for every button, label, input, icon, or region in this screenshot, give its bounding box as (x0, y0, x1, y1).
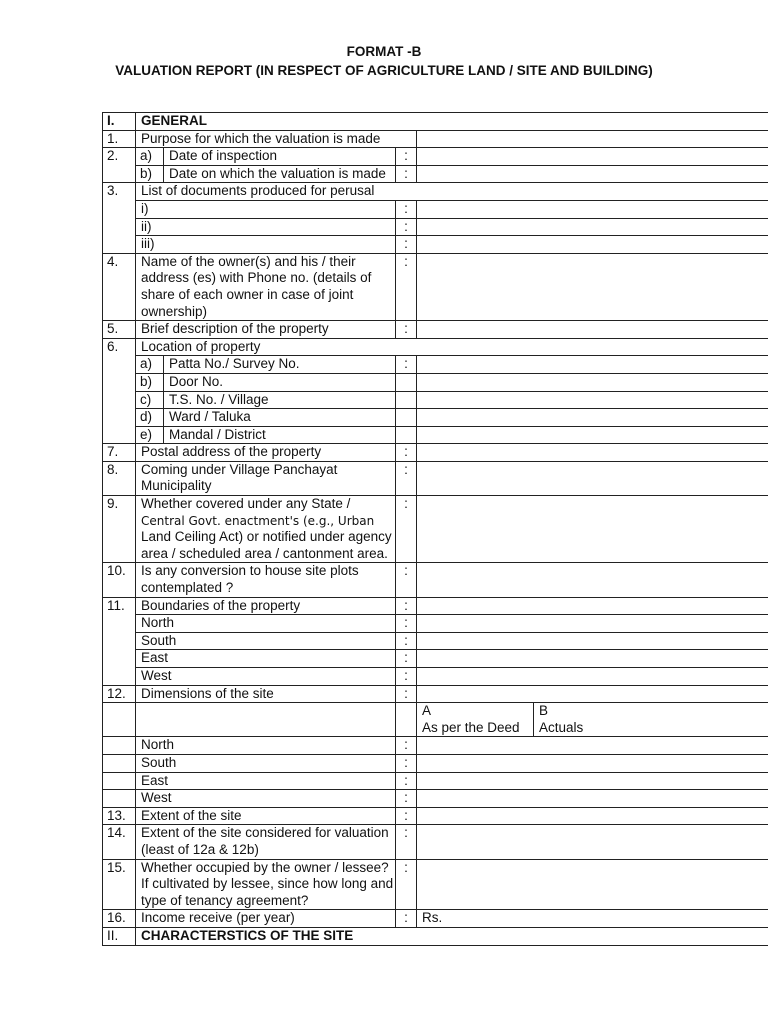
table-row (103, 218, 768, 236)
table-row (103, 597, 768, 615)
table-row (103, 685, 768, 703)
value-cell-description[interactable] (417, 321, 768, 339)
table-row (103, 444, 768, 462)
table-row (103, 373, 768, 391)
report-title: VALUATION REPORT (IN RESPECT OF AGRICULTURE LAND / SITE AND BUILDING) (115, 63, 653, 78)
empty-cell (136, 703, 396, 737)
empty-cell (103, 650, 136, 668)
table-row (103, 183, 768, 201)
item-label: Whether occupied by the owner / lessee? If cultivated by lessee, since how long and type of tenancy agreement? (136, 859, 396, 910)
colon: : (396, 772, 417, 790)
sub-letter: b) (136, 373, 164, 391)
colon-empty (396, 426, 417, 444)
item-number: 9. (103, 496, 136, 563)
empty-cell (103, 737, 136, 755)
sub-letter: a) (136, 148, 164, 166)
table-row (103, 650, 768, 668)
item-number: 3. (103, 183, 136, 253)
item-label: Ward / Taluka (164, 409, 396, 427)
item-label: Income receive (per year) (136, 910, 396, 928)
item-number: 1. (103, 130, 136, 148)
value-cell-conversion[interactable] (417, 563, 768, 597)
value-cell-postal[interactable] (417, 444, 768, 462)
table-row (103, 737, 768, 755)
sub-item-label: East (136, 650, 396, 668)
colon: : (396, 218, 417, 236)
value-cell-ward[interactable] (417, 409, 768, 427)
colon: : (396, 650, 417, 668)
item-number: 10. (103, 563, 136, 597)
value-cell-boundaries[interactable] (417, 597, 768, 615)
value-cell-north[interactable] (417, 615, 768, 633)
value-cell-dim-south[interactable] (417, 754, 768, 772)
sub-letter: c) (136, 391, 164, 409)
sub-letter: e) (136, 426, 164, 444)
item-number: 15. (103, 859, 136, 910)
colon: : (396, 563, 417, 597)
column-a-label: As per the Deed (417, 720, 534, 737)
value-cell-east[interactable] (417, 650, 768, 668)
section-heading: CHARACTERSTICS OF THE SITE (136, 927, 768, 945)
item-label: Dimensions of the site (136, 685, 396, 703)
section-number: I. (103, 113, 136, 131)
item-label-line: Central Govt. enactment's (e.g., Urban (141, 513, 375, 528)
colon: : (396, 597, 417, 615)
table-row (103, 563, 768, 597)
colon: : (396, 236, 417, 254)
table-row (103, 165, 768, 183)
item-number: 6. (103, 338, 136, 444)
colon: : (396, 496, 417, 563)
item-number: 4. (103, 253, 136, 320)
item-label: Extent of the site (136, 807, 396, 825)
column-b-header: B (534, 703, 768, 720)
sub-letter: d) (136, 409, 164, 427)
colon: : (396, 790, 417, 808)
table-row (103, 910, 768, 928)
value-cell-dim-north[interactable] (417, 737, 768, 755)
sub-item-label: West (136, 668, 396, 686)
table-row (103, 772, 768, 790)
table-row (103, 426, 768, 444)
item-label-line: Land Ceiling Act) or notified under agency area / scheduled area / cantonment area. (141, 529, 392, 561)
item-label: Postal address of the property (136, 444, 396, 462)
value-cell-dim-east[interactable] (417, 772, 768, 790)
colon: : (396, 685, 417, 703)
empty-cell (103, 772, 136, 790)
colon: : (396, 668, 417, 686)
table-row (103, 825, 768, 859)
sub-item-label: West (136, 790, 396, 808)
item-label-line: Whether covered under any State / (141, 496, 351, 512)
item-number: 13. (103, 807, 136, 825)
colon: : (396, 859, 417, 910)
sub-item-label: North (136, 737, 396, 755)
item-label: Location of property (136, 338, 768, 356)
sub-item-label: North (136, 615, 396, 633)
item-label: Is any conversion to house site plots contemplated ? (136, 563, 396, 597)
empty-cell (103, 668, 136, 686)
item-number: 14. (103, 825, 136, 859)
item-label: Date on which the valuation is made (164, 165, 396, 183)
valuation-form-table (102, 112, 768, 946)
table-row (103, 130, 768, 148)
empty-cell (103, 632, 136, 650)
colon: : (396, 632, 417, 650)
colon: : (396, 807, 417, 825)
sub-letter: a) (136, 356, 164, 374)
value-cell-south[interactable] (417, 632, 768, 650)
table-row (103, 703, 768, 720)
item-number: 16. (103, 910, 136, 928)
section-general-row (103, 113, 768, 131)
value-cell-purpose[interactable] (417, 130, 768, 148)
table-row (103, 632, 768, 650)
table-row (103, 321, 768, 339)
sub-item-label: South (136, 754, 396, 772)
empty-cell (103, 703, 136, 737)
empty-cell (103, 790, 136, 808)
value-cell-date-inspection[interactable] (417, 148, 768, 166)
sub-letter: b) (136, 165, 164, 183)
empty-cell (103, 754, 136, 772)
value-cell-document-2[interactable] (417, 218, 768, 236)
sub-item-label: South (136, 632, 396, 650)
item-label: Extent of the site considered for valuation (least of 12a & 12b) (136, 825, 396, 859)
value-cell-panchayat[interactable] (417, 461, 768, 495)
sub-item-label: East (136, 772, 396, 790)
sub-item-label: iii) (136, 236, 396, 254)
item-label: List of documents produced for perusal (136, 183, 768, 201)
colon: : (396, 321, 417, 339)
value-cell-owner[interactable] (417, 253, 768, 320)
item-number: 2. (103, 148, 136, 183)
table-row (103, 236, 768, 254)
section-site-row (103, 927, 768, 945)
colon: : (396, 754, 417, 772)
value-cell-income[interactable]: Rs. (417, 910, 768, 928)
table-row (103, 391, 768, 409)
table-row (103, 859, 768, 910)
colon: : (396, 615, 417, 633)
colon-empty (396, 391, 417, 409)
sub-item-label: i) (136, 200, 396, 218)
table-row (103, 148, 768, 166)
item-number: 11. (103, 597, 136, 615)
item-label: Boundaries of the property (136, 597, 396, 615)
item-label: Name of the owner(s) and his / their address (es) with Phone no. (details of share of each owner in case of joint ownership) (136, 253, 396, 320)
colon: : (396, 253, 417, 320)
value-cell-enactment[interactable] (417, 496, 768, 563)
value-cell-ts-village[interactable] (417, 391, 768, 409)
section-heading: GENERAL (136, 113, 768, 131)
colon-empty (396, 373, 417, 391)
table-row (103, 790, 768, 808)
column-b-label: Actuals (534, 720, 768, 737)
item-label: Patta No./ Survey No. (164, 356, 396, 374)
colon: : (396, 444, 417, 462)
value-cell-dim-west[interactable] (417, 790, 768, 808)
column-a-header: A (417, 703, 534, 720)
table-row (103, 253, 768, 320)
empty-cell (103, 615, 136, 633)
format-label: FORMAT -B (346, 44, 422, 59)
item-number: 7. (103, 444, 136, 462)
empty-cell (396, 703, 417, 737)
value-cell-extent[interactable] (417, 807, 768, 825)
table-row (103, 200, 768, 218)
item-number: 5. (103, 321, 136, 339)
table-row (103, 338, 768, 356)
value-cell-door[interactable] (417, 373, 768, 391)
item-label: Mandal / District (164, 426, 396, 444)
value-cell-west[interactable] (417, 668, 768, 686)
colon: : (396, 910, 417, 928)
table-row (103, 615, 768, 633)
value-cell-patta[interactable] (417, 356, 768, 374)
colon: : (396, 825, 417, 859)
item-number: 12. (103, 685, 136, 703)
sub-item-label: ii) (136, 218, 396, 236)
item-label (136, 496, 396, 563)
table-row (103, 409, 768, 427)
item-label: Coming under Village Panchayat Municipality (136, 461, 396, 495)
colon-empty (396, 409, 417, 427)
value-cell-mandal[interactable] (417, 426, 768, 444)
item-label: Door No. (164, 373, 396, 391)
table-row (103, 668, 768, 686)
value-cell-document-3[interactable] (417, 236, 768, 254)
value-cell-dimensions[interactable] (417, 685, 768, 703)
colon: : (396, 356, 417, 374)
table-row (103, 496, 768, 563)
value-cell-document-1[interactable] (417, 200, 768, 218)
colon: : (396, 461, 417, 495)
value-cell-extent-considered[interactable] (417, 825, 768, 859)
item-number: 8. (103, 461, 136, 495)
item-label: Purpose for which the valuation is made (136, 130, 417, 148)
table-row (103, 807, 768, 825)
table-row (103, 356, 768, 374)
colon: : (396, 737, 417, 755)
item-label: Brief description of the property (136, 321, 396, 339)
table-row (103, 754, 768, 772)
item-label: T.S. No. / Village (164, 391, 396, 409)
item-label: Date of inspection (164, 148, 396, 166)
value-cell-occupancy[interactable] (417, 859, 768, 910)
value-cell-date-valuation[interactable] (417, 165, 768, 183)
colon: : (396, 165, 417, 183)
section-number: II. (103, 927, 136, 945)
colon: : (396, 148, 417, 166)
colon: : (396, 200, 417, 218)
table-row (103, 461, 768, 495)
